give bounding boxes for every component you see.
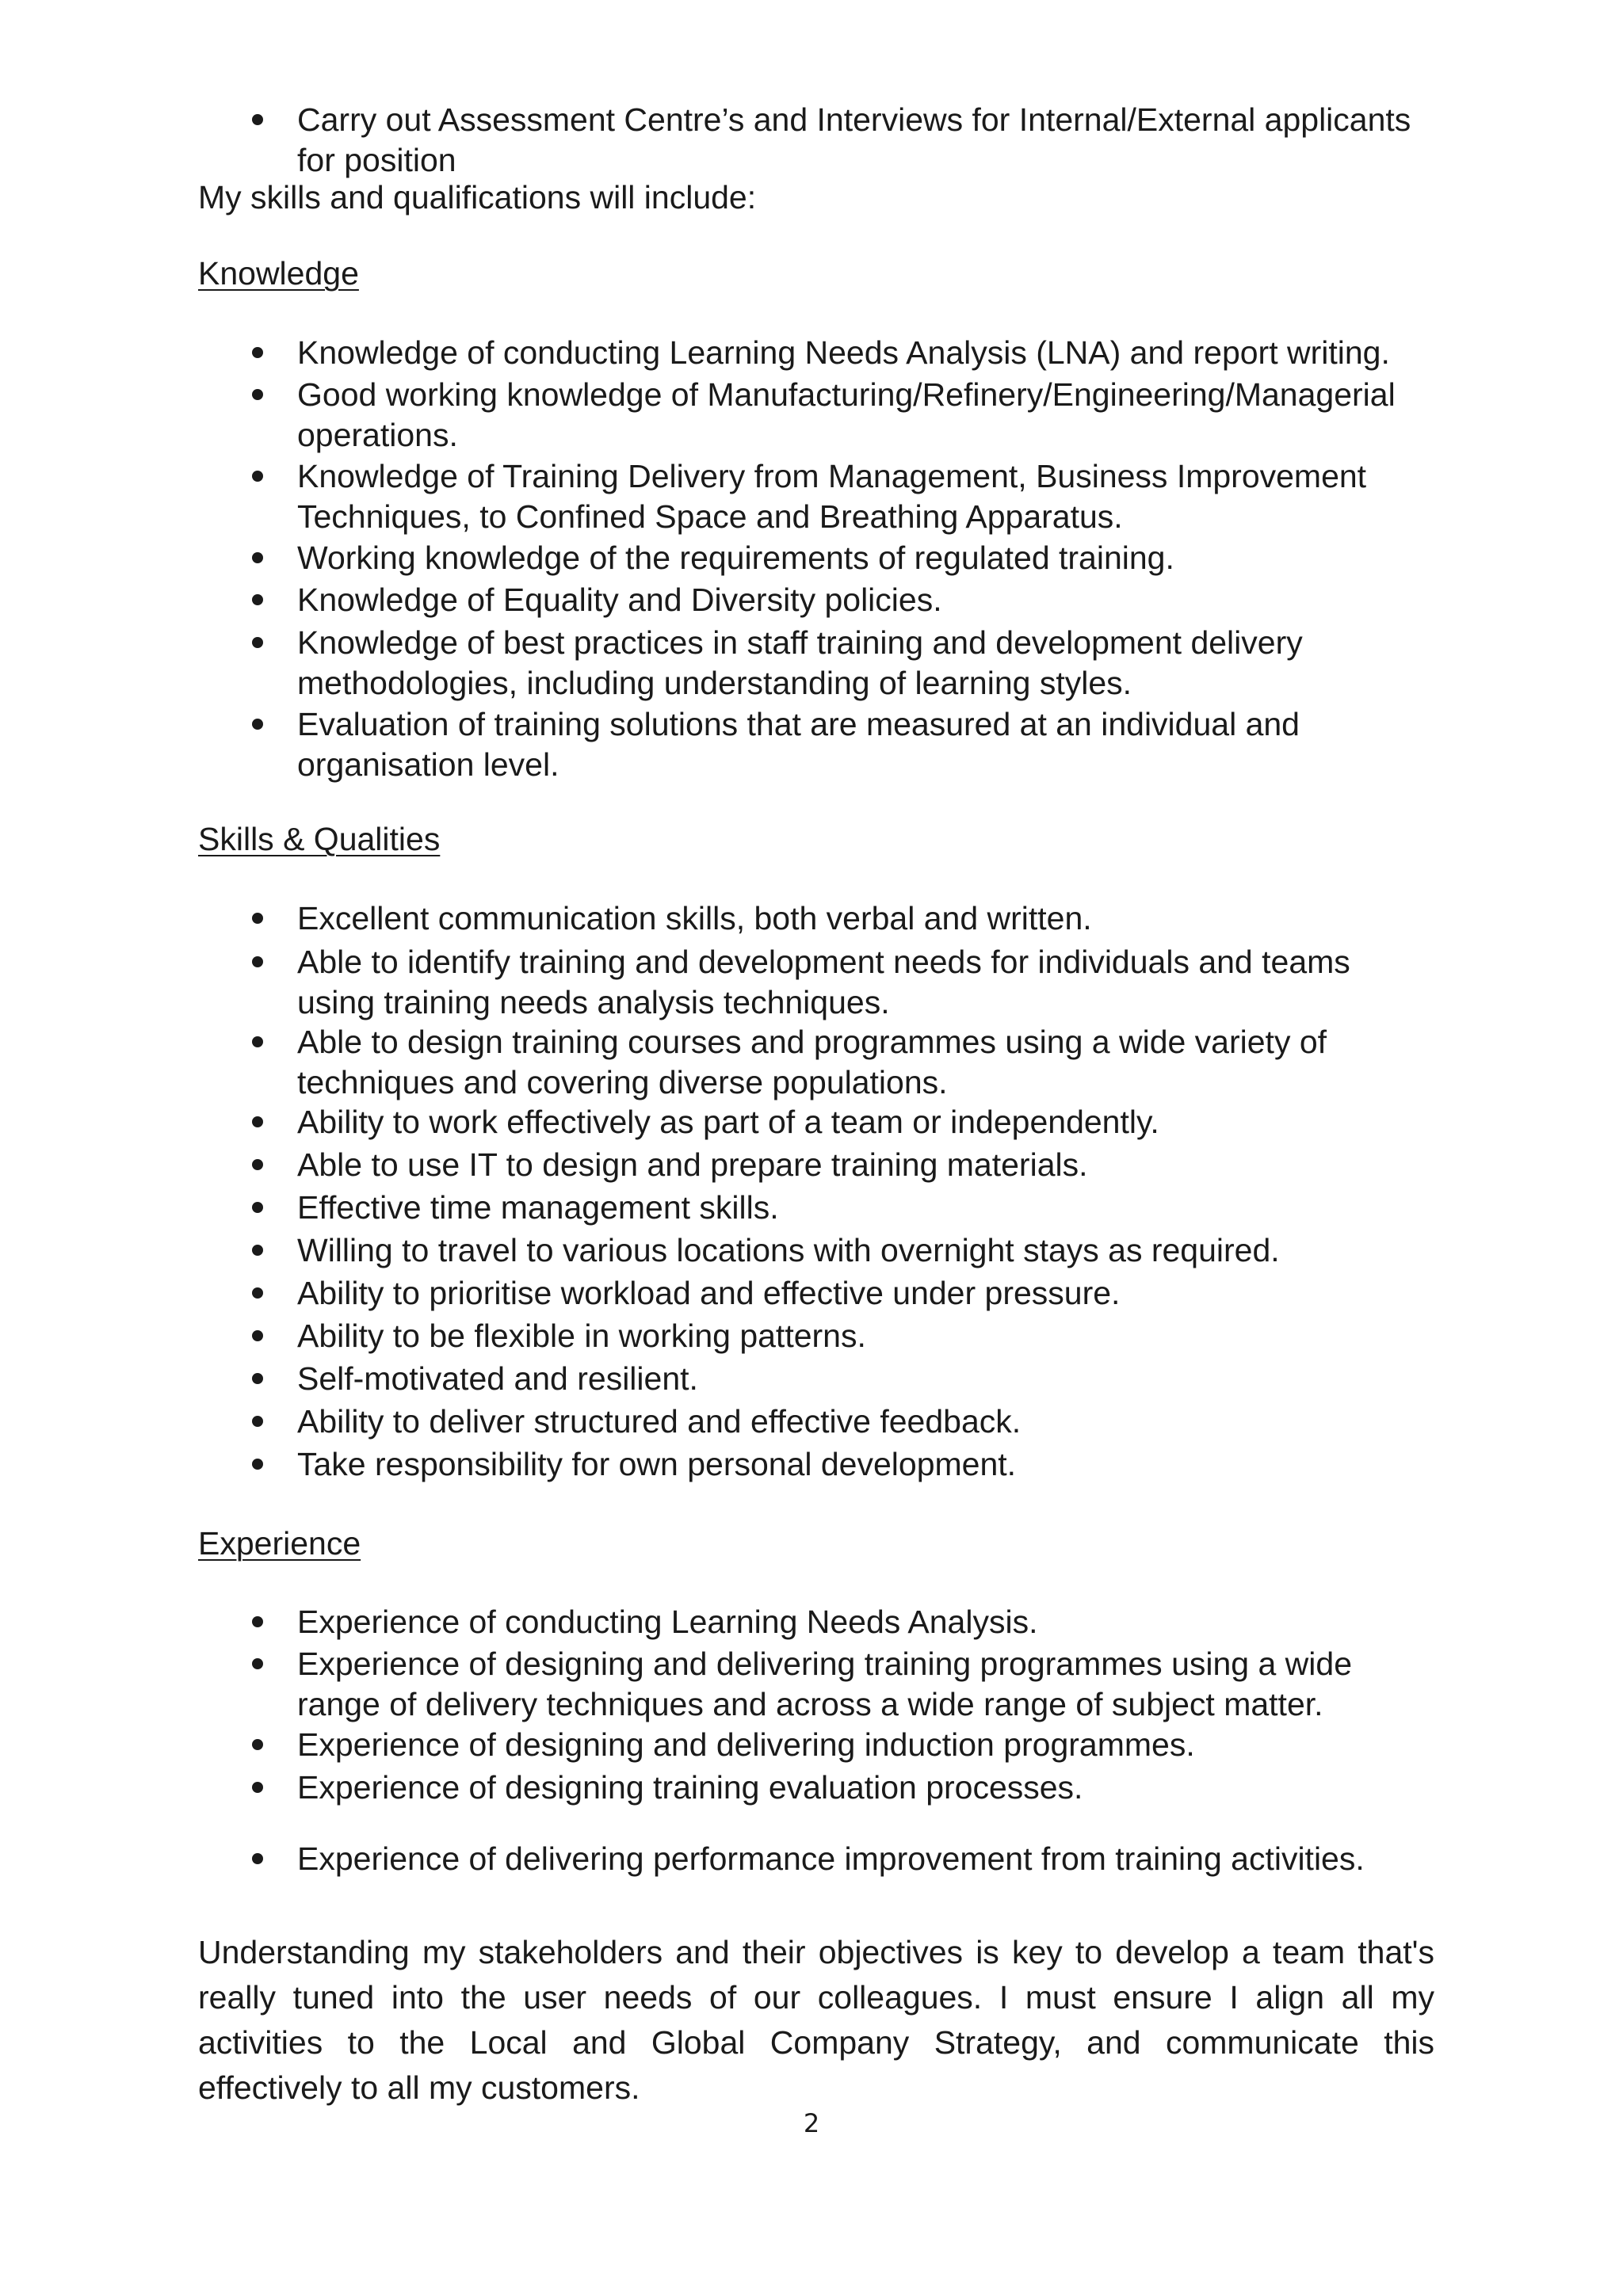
bullet-icon — [252, 1287, 263, 1299]
bullet-icon — [252, 1036, 263, 1047]
bullet-icon — [252, 471, 263, 482]
skills-line: Ability to prioritise workload and effective under pressure. — [297, 1275, 1121, 1311]
bullet-icon — [252, 719, 263, 730]
knowledge-heading: Knowledge — [198, 255, 359, 292]
closing-line: activities to the Local and Global Company Strategy, and communicate this — [198, 2024, 1434, 2061]
experience-line: Experience of designing training evaluation processes. — [297, 1769, 1083, 1806]
knowledge-line: methodologies, including understanding of learning styles. — [297, 665, 1132, 701]
skills-line: Able to design training courses and programmes using a wide variety of — [297, 1024, 1327, 1060]
skills-line: Ability to deliver structured and effective feedback. — [297, 1403, 1022, 1440]
skills-line: Willing to travel to various locations with overnight stays as required. — [297, 1232, 1280, 1268]
bullet-icon — [252, 956, 263, 967]
closing-line: really tuned into the user needs of our colleagues. I must ensure I align all my — [198, 1979, 1434, 2016]
knowledge-line: Knowledge of Training Delivery from Management, Business Improvement — [297, 458, 1367, 494]
skills-line: Able to use IT to design and prepare training materials. — [297, 1146, 1088, 1183]
bullet-icon — [252, 913, 263, 924]
bullet-icon — [252, 1116, 263, 1127]
experience-line: range of delivery techniques and across a wide range of subject matter. — [297, 1686, 1323, 1722]
bullet-icon — [252, 1739, 263, 1750]
bullet-icon — [252, 594, 263, 605]
skills-line: Take responsibility for own personal development. — [297, 1446, 1017, 1482]
bullet-icon — [252, 1245, 263, 1256]
knowledge-line: Evaluation of training solutions that are measured at an individual and — [297, 706, 1300, 742]
bullet-icon — [252, 637, 263, 648]
skills-line: Excellent communication skills, both verbal and written. — [297, 900, 1092, 936]
closing-line: effectively to all my customers. — [198, 2069, 640, 2106]
bullet-icon — [252, 1159, 263, 1170]
closing-line: Understanding my stakeholders and their objectives is key to develop a team that's — [198, 1934, 1434, 1970]
skills-line: Self-motivated and resilient. — [297, 1360, 698, 1397]
bullet-icon — [252, 1373, 263, 1384]
skills-line: using training needs analysis techniques. — [297, 984, 890, 1020]
knowledge-line: Knowledge of conducting Learning Needs Analysis (LNA) and report writing. — [297, 334, 1390, 371]
intro-bullet-line-1: Carry out Assessment Centre’s and Interviews for Internal/External applicants — [297, 101, 1411, 138]
knowledge-line: Good working knowledge of Manufacturing/Refinery/Engineering/Managerial — [297, 376, 1396, 413]
bullet-icon — [252, 389, 263, 400]
experience-line: Experience of designing and delivering training programmes using a wide — [297, 1646, 1352, 1682]
skills-line: Effective time management skills. — [297, 1189, 779, 1226]
bullet-icon — [252, 1853, 263, 1864]
skills-heading: Skills & Qualities — [198, 821, 441, 857]
experience-heading: Experience — [198, 1525, 361, 1562]
bullet-icon — [252, 114, 263, 125]
bullet-icon — [252, 1330, 263, 1341]
skills-line: Ability to work effectively as part of a team or independently. — [297, 1104, 1159, 1140]
closing-paragraph — [198, 1930, 1434, 2111]
knowledge-line: operations. — [297, 417, 458, 453]
experience-line: Experience of conducting Learning Needs Analysis. — [297, 1604, 1038, 1640]
skills-line: Able to identify training and development needs for individuals and teams — [297, 944, 1350, 980]
experience-line: Experience of designing and delivering induction programmes. — [297, 1726, 1195, 1763]
bullet-icon — [252, 1202, 263, 1213]
bullet-icon — [252, 1616, 263, 1627]
knowledge-line: organisation level. — [297, 746, 559, 783]
page-number: 2 — [803, 2108, 820, 2138]
bullet-icon — [252, 552, 263, 563]
bullet-icon — [252, 1416, 263, 1427]
intro-lead-text: My skills and qualifications will include: — [198, 179, 757, 215]
intro-bullet-line-2: for position — [297, 142, 456, 178]
bullet-icon — [252, 1459, 263, 1470]
skills-line: Ability to be flexible in working patterns. — [297, 1318, 866, 1354]
knowledge-line: Techniques, to Confined Space and Breathing Apparatus. — [297, 498, 1123, 535]
bullet-icon — [252, 1782, 263, 1793]
knowledge-line: Knowledge of Equality and Diversity policies. — [297, 582, 942, 618]
bullet-icon — [252, 347, 263, 358]
knowledge-line: Working knowledge of the requirements of regulated training. — [297, 540, 1174, 576]
experience-line: Experience of delivering performance improvement from training activities. — [297, 1840, 1365, 1877]
knowledge-line: Knowledge of best practices in staff training and development delivery — [297, 624, 1303, 661]
skills-line: techniques and covering diverse populations. — [297, 1064, 948, 1100]
bullet-icon — [252, 1658, 263, 1669]
